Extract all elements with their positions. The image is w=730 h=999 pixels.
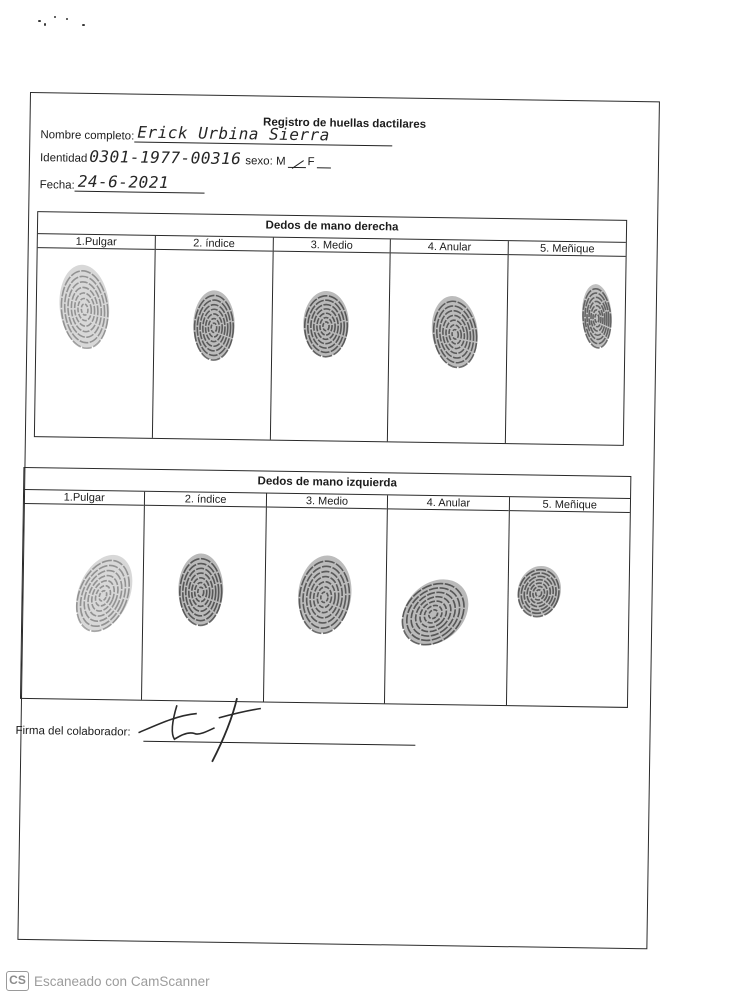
finger-label: 1.Pulgar (38, 234, 155, 250)
id-value: 0301-1977-00316 (89, 146, 242, 169)
finger-label: 5. Meñique (509, 241, 626, 257)
right-hand-finger-cell (153, 236, 274, 440)
right-hand-finger-cell (270, 238, 391, 442)
fingerprint-form (17, 92, 660, 949)
finger-label: 4. Anular (391, 239, 508, 255)
sex-female: F (307, 156, 315, 169)
sex-blank (317, 167, 331, 168)
date-value: 24-6-2021 (75, 174, 205, 194)
finger-label: 5. Meñique (509, 497, 630, 513)
fingerprint-impression (264, 508, 387, 704)
left-hand-finger-cell (142, 492, 266, 702)
left-hand-title: Dedos de mano izquierda (24, 468, 630, 499)
left-hand-finger-cell (507, 497, 630, 707)
left-hand-table (20, 467, 631, 708)
right-hand-finger-cell (388, 239, 509, 443)
left-hand-fingers (21, 490, 630, 707)
fingerprint-impression (507, 511, 630, 707)
fingerprint-impression (142, 506, 265, 702)
finger-label: 3. Medio (267, 494, 388, 510)
sex-mark (287, 167, 305, 168)
finger-label: 1.Pulgar (24, 490, 145, 506)
left-hand-finger-cell (21, 490, 145, 700)
left-hand-finger-cell (264, 494, 388, 704)
date-field (40, 173, 206, 193)
finger-label: 3. Medio (273, 238, 390, 254)
fingerprint-impression (388, 253, 508, 443)
sex-label: sexo: M (245, 155, 286, 168)
signature-scribble (136, 695, 267, 767)
signature-label: Firma del colaborador: (15, 724, 131, 739)
finger-label: 2. índice (145, 492, 266, 508)
right-hand-table (34, 211, 627, 446)
fingerprint-impression (35, 248, 155, 438)
fingerprint-impression (506, 255, 626, 445)
fingerprint-impression (153, 250, 273, 440)
camscanner-logo: CS (6, 971, 29, 991)
right-hand-title: Dedos de mano derecha (38, 212, 626, 243)
name-value: Erick Urbina Sierra (134, 125, 392, 147)
id-label: Identidad (39, 152, 88, 165)
fingerprint-impression (270, 252, 390, 442)
finger-label: 4. Anular (388, 495, 509, 511)
right-hand-finger-cell (506, 241, 626, 445)
fingerprint-impression (21, 504, 144, 700)
watermark-text: Escaneado con CamScanner (34, 973, 210, 989)
right-hand-fingers (35, 234, 626, 445)
form-title: Registro de huellas dactilares (262, 116, 427, 131)
id-field (40, 148, 333, 168)
finger-label: 2. índice (155, 236, 272, 252)
scanner-watermark (6, 971, 210, 991)
fingerprint-impression (385, 509, 508, 705)
left-hand-finger-cell (385, 495, 509, 705)
right-hand-finger-cell (35, 234, 156, 438)
date-label: Fecha: (39, 179, 75, 192)
name-label: Nombre completo: (40, 129, 135, 143)
name-field (40, 123, 392, 146)
